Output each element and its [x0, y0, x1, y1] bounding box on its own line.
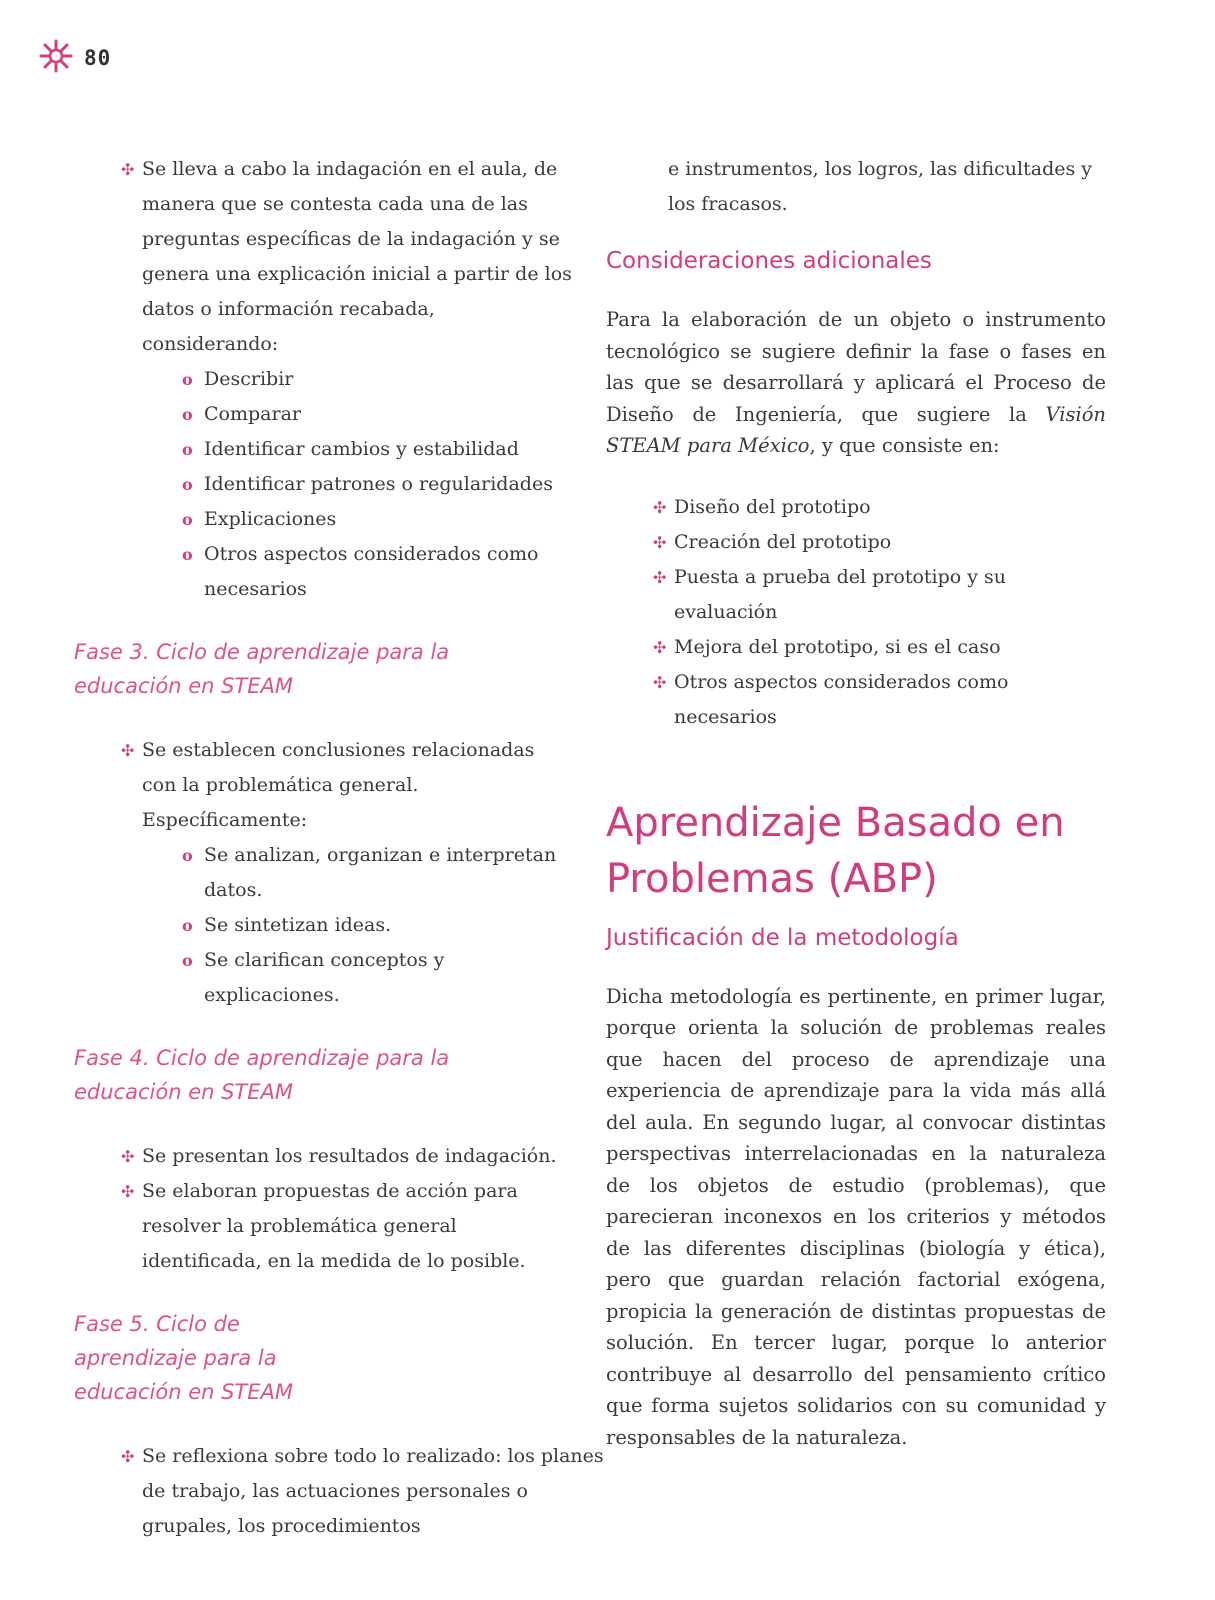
list-item: ✣ Puesta a prueba del prototipo y su evaluación: [606, 560, 1074, 630]
bullet-icon: ✣: [121, 1182, 135, 1201]
bullet-icon: ✣: [121, 741, 135, 760]
bullet-icon: ✣: [121, 160, 135, 179]
paragraph-consideraciones: Para la elaboración de un objeto o instrumento tecnológico se sugiere definir la fase o fases en las que se desarrollará y aplicará el Proceso de Diseño de Ingeniería, que sugiere la Visión STEAM para México, y que consiste en:: [606, 308, 1106, 457]
list-item: ✣ Diseño del prototipo: [606, 490, 1106, 525]
list-item: ✣ Se establecen conclusiones relacionadas con la problemática general. Específicamente:: [74, 733, 574, 838]
sub-list-item: o Otros aspectos considerados como necesarios: [74, 537, 574, 607]
section-heading-justificacion: Justificación de la metodología: [606, 924, 959, 951]
circle-bullet-icon: o: [182, 951, 193, 970]
right-column: [606, 152, 1106, 1453]
bullet-icon: ✣: [653, 672, 667, 692]
bullet-icon: ✣: [653, 567, 667, 587]
left-column: [74, 152, 604, 1544]
bullet-icon: ✣: [121, 1147, 135, 1166]
list-item: ✣ Se presentan los resultados de indagación.: [74, 1139, 574, 1174]
phase-4-heading: Fase 4. Ciclo de aprendizaje para la educación en STEAM: [74, 1046, 450, 1104]
circle-bullet-icon: o: [182, 510, 193, 529]
bullet-icon: ✣: [121, 1447, 135, 1466]
list-item: ✣ Otros aspectos considerados como necesarios: [606, 665, 1074, 735]
sub-list-item: o Comparar: [74, 397, 574, 432]
phase-3-heading: Fase 3. Ciclo de aprendizaje para la educación en STEAM: [74, 640, 450, 698]
circle-bullet-icon: o: [182, 916, 193, 935]
sub-list-item: o Identificar patrones o regularidades: [74, 467, 574, 502]
list-item: ✣ Se elaboran propuestas de acción para resolver la problemática general identificada, en la medida de lo posible.: [74, 1174, 582, 1279]
sub-list-item: o Se analizan, organizan e interpretan datos.: [74, 838, 574, 908]
bullet-icon: ✣: [653, 532, 667, 552]
continuation-text: e instrumentos, los logros, las dificultades y los fracasos.: [668, 158, 1092, 215]
circle-bullet-icon: o: [182, 475, 193, 494]
circle-bullet-icon: o: [182, 405, 193, 424]
sub-list-item: o Identificar cambios y estabilidad: [74, 432, 574, 467]
sub-list-item: o Explicaciones: [74, 502, 574, 537]
bullet-icon: ✣: [653, 497, 667, 517]
list-item: ✣ Se reflexiona sobre todo lo realizado: los planes de trabajo, las actuaciones personales o grupales, los procedimientos: [74, 1439, 622, 1544]
phase-5-heading: Fase 5. Ciclo de aprendizaje para la educación en STEAM: [74, 1312, 294, 1404]
list-item: ✣ Mejora del prototipo, si es el caso: [606, 630, 1106, 665]
section-heading-consideraciones: Consideraciones adicionales: [606, 248, 932, 274]
sub-list-item: o Describir: [74, 362, 574, 397]
list-item: ✣ Se lleva a cabo la indagación en el aula, de manera que se contesta cada una de las preguntas específicas de la indagación y se genera una explicación inicial a partir de los datos o información recabada, considerando:: [74, 152, 574, 362]
circle-bullet-icon: o: [182, 545, 193, 564]
page-number: 80: [84, 46, 112, 70]
circle-bullet-icon: o: [182, 370, 193, 389]
main-title: Aprendizaje Basado en Problemas (ABP): [606, 799, 1065, 902]
bullet-icon: ✣: [653, 637, 667, 657]
circle-bullet-icon: o: [182, 846, 193, 865]
circle-bullet-icon: o: [182, 440, 193, 459]
sub-list-item: o Se clarifican conceptos y explicaciones.: [74, 943, 564, 1013]
paragraph-justificacion: Dicha metodología es pertinente, en primer lugar, porque orienta la solución de problemas reales que hacen del proceso de aprendizaje una experiencia de aprendizaje para la vida más allá del aula. En segundo lugar, al convocar distintas perspectivas interrelacionadas en la naturaleza de los objetos de estudio (problemas), que parecieran inconexos en los criterios y métodos de las diferentes disciplinas (biología y ética), pero que guardan relación factorial exógena, propicia la generación de distintas propuestas de solución. En tercer lugar, porque lo anterior contribuye al desarrollo del pensamiento crítico que forma sujetos solidarios con su comunidad y responsables de la naturaleza.: [606, 984, 1106, 1449]
asterisk-flower-icon: [38, 38, 74, 78]
list-item: ✣ Creación del prototipo: [606, 525, 1106, 560]
sub-list-item: o Se sintetizan ideas.: [74, 908, 574, 943]
page-header: [38, 38, 111, 78]
